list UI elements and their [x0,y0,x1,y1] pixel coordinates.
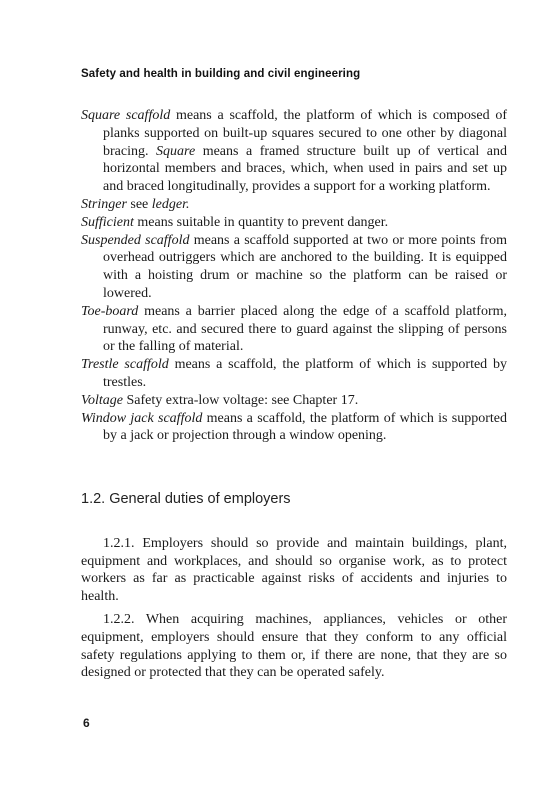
definition-text: Safety extra-low voltage: see Chapter 17. [123,392,359,408]
definition-entry [81,214,507,232]
definition-text: means a scaffold, the platform of which is supported by a jack or projection through a window opening. [103,410,507,444]
paragraph: 1.2.2. When acquiring machines, appliances, vehicles or other equipment, employers should ensure that they conform to any official safety regulations applying to them or, if there are none, that they are so designed or protected that they can be operated safely. [81,612,507,681]
definition-term-inline: Square [156,143,196,159]
definition-term: Stringer [81,196,127,212]
definition-term: Voltage [81,392,123,408]
definition-term: Toe-board [81,303,139,319]
definition-text: means a barrier placed along the edge of a scaffold platform, runway, etc. and secured there to guard against the slipping of persons or the falling of material. [103,303,507,355]
definition-text: means suitable in quantity to prevent danger. [133,214,389,230]
paragraph: 1.2.1. Employers should so provide and maintain buildings, plant, equipment and workplaces, and should so organise work, as to protect workers as far as practicable against risks of accidents and injuries to health. [81,536,507,604]
definition-term: Sufficient [81,214,134,230]
section-heading: 1.2. General duties of employers [81,491,291,507]
definition-entry [81,356,507,392]
definition-text: means a scaffold, the platform of which is supported by trestles. [103,357,507,390]
definition-text: means a framed structure built up of vertical and horizontal members and braces, which, when used in pairs and set up and braced longitudinally, provides a support for a working platform. [103,143,508,195]
definition-entry [81,196,507,214]
body-paragraphs [81,535,507,688]
definition-entry [81,392,507,410]
definition-term: Square scaffold [81,108,171,123]
definition-term-inline: ledger. [151,196,190,212]
definition-term: Suspended scaffold [81,232,190,248]
definition-text: means a scaffold supported at two or more points from overhead outriggers which are anchored to the building. It is equipped with a hoisting drum or machine so the platform can be raised or lowered. [103,232,507,301]
running-head: Safety and health in building and civil engineering [81,68,361,80]
definition-text: see [126,196,152,212]
definition-term: Window jack scaffold [81,410,203,426]
definition-entry [81,232,507,303]
definition-term: Trestle scaffold [81,357,169,373]
definitions-list [81,107,507,445]
page-number: 6 [83,716,90,730]
definition-entry [81,410,507,446]
definition-entry [81,107,507,196]
definition-text: means a scaffold, the platform of which is composed of planks supported on built-up squares secured to one other by diagonal bracing. [103,108,507,159]
definition-entry [81,303,507,356]
